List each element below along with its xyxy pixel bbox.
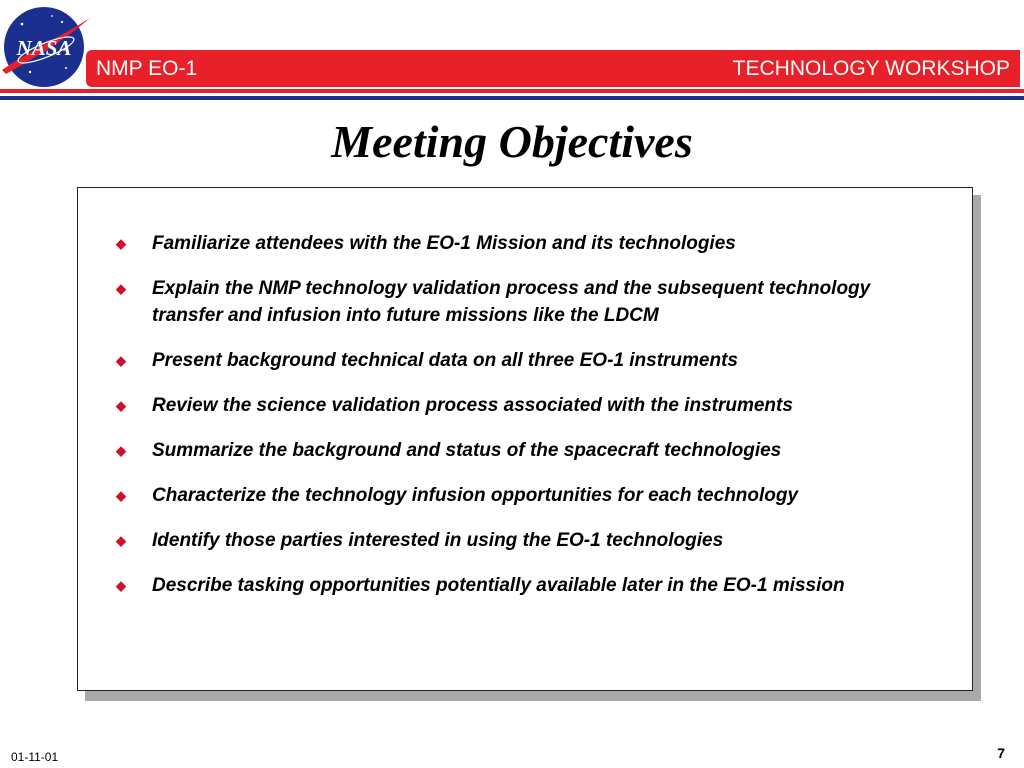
header-event-label: TECHNOLOGY WORKSHOP xyxy=(732,57,1010,80)
diamond-bullet-icon: ◆ xyxy=(116,236,126,251)
content-box xyxy=(77,187,973,691)
objectives-list xyxy=(114,230,934,617)
header-divider-red xyxy=(0,89,1024,93)
footer-date: 01-11-01 xyxy=(11,750,59,764)
list-item xyxy=(114,230,934,257)
diamond-bullet-icon: ◆ xyxy=(116,353,126,368)
nasa-logo-icon xyxy=(0,2,92,90)
list-item xyxy=(114,275,934,329)
diamond-bullet-icon: ◆ xyxy=(116,281,126,296)
header-bar xyxy=(86,50,1020,87)
list-item xyxy=(114,392,934,419)
list-item-text: Characterize the technology infusion opportunities for each technology xyxy=(152,485,799,506)
list-item-text: Familiarize attendees with the EO-1 Mission and its technologies xyxy=(152,233,736,254)
list-item xyxy=(114,437,934,464)
page-number: 7 xyxy=(997,745,1005,761)
diamond-bullet-icon: ◆ xyxy=(116,578,126,593)
list-item-text: Summarize the background and status of the spacecraft technologies xyxy=(152,440,782,461)
header-divider-blue xyxy=(0,96,1024,100)
diamond-bullet-icon: ◆ xyxy=(116,443,126,458)
diamond-bullet-icon: ◆ xyxy=(116,398,126,413)
list-item-text: Identify those parties interested in using the EO-1 technologies xyxy=(152,530,724,551)
header-program-label: NMP EO-1 xyxy=(96,57,198,80)
list-item-text: Explain the NMP technology validation process and the subsequent technology transfer and infusion into future missions like the LDCM xyxy=(152,278,871,326)
slide-title: Meeting Objectives xyxy=(331,116,693,167)
diamond-bullet-icon: ◆ xyxy=(116,533,126,548)
list-item-text: Present background technical data on all three EO-1 instruments xyxy=(152,350,738,371)
list-item xyxy=(114,482,934,509)
list-item-text: Review the science validation process associated with the instruments xyxy=(152,395,793,416)
list-item-text: Describe tasking opportunities potentially available later in the EO-1 mission xyxy=(152,575,845,596)
nasa-logo-text: NASA xyxy=(16,36,72,60)
list-item xyxy=(114,527,934,554)
list-item xyxy=(114,347,934,374)
diamond-bullet-icon: ◆ xyxy=(116,488,126,503)
list-item xyxy=(114,572,934,599)
